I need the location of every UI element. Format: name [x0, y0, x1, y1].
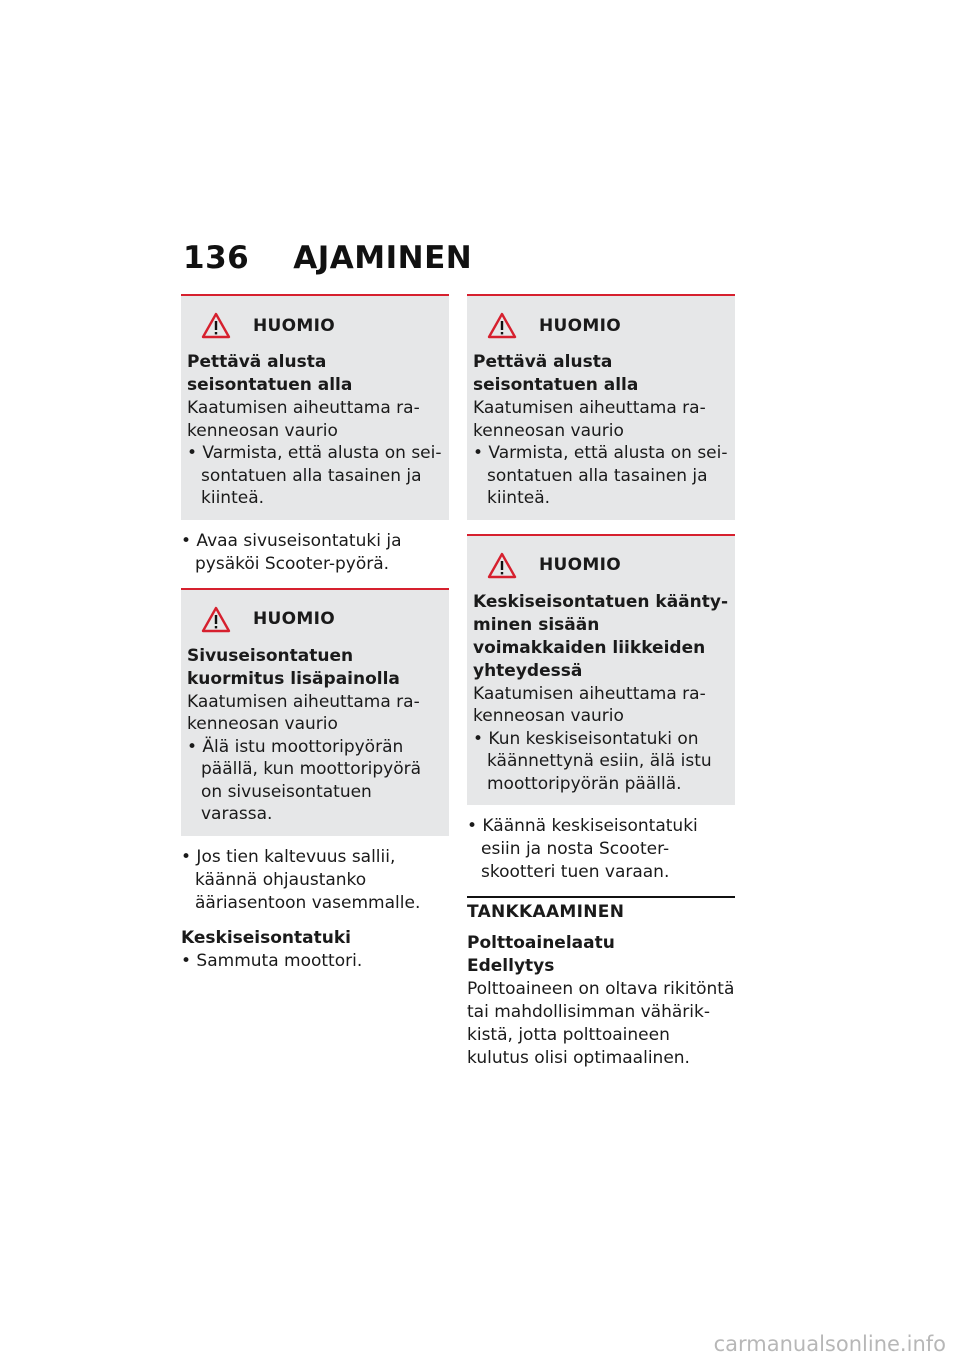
step-item: • Käännä keskiseisontatuki esiin ja nosta Scooter-skootteri tuen varaan.	[467, 816, 698, 882]
notice-box	[181, 588, 449, 836]
notice-box	[467, 294, 735, 520]
subheading: Edellytys	[467, 956, 555, 976]
notice-body: Kaatumisen aiheuttama rakenneosan vaurio	[473, 683, 706, 726]
notice-box	[181, 294, 449, 520]
notice-label: HUOMIO	[539, 315, 621, 336]
notice-label: HUOMIO	[253, 609, 335, 629]
notice-title: Keskiseisontatuen kääntyminen sisään voimakkaiden liikkeiden yhteydessä	[473, 591, 729, 681]
step-item: • Sammuta moottori.	[181, 950, 363, 971]
notice-body: Kaatumisen aiheuttama rakenneosan vaurio	[187, 398, 420, 441]
notice-bullet: • Varmista, että alusta on seisontatuen alla tasainen ja kiinteä.	[473, 443, 728, 508]
notice-bullet: • Kun keskiseisontatuki on käännettynä esiin, älä istu moottoripyörän päällä.	[473, 728, 712, 794]
notice-body: Kaatumisen aiheuttama rakenneosan vaurio	[473, 398, 706, 441]
subheading: Keskiseisontatuki	[181, 927, 351, 948]
section-heading: TANKKAAMINEN	[467, 896, 735, 922]
subheading: Polttoainelaatu	[467, 933, 615, 953]
warning-icon	[487, 552, 517, 579]
notice-body: Kaatumisen aiheuttama rakenneosan vaurio	[187, 691, 420, 734]
right-column	[467, 294, 735, 1070]
chapter-title: AJAMINEN	[293, 240, 473, 276]
notice-label: HUOMIO	[539, 555, 621, 575]
left-column	[181, 294, 449, 985]
step-item: • Avaa sivuseisontatuki ja pysäköi Scooter-pyörä.	[181, 530, 402, 574]
step-item: • Jos tien kaltevuus sallii, käännä ohjaustanko ääriasentoon vasemmalle.	[181, 846, 421, 913]
warning-icon	[201, 312, 231, 339]
notice-bullet: • Varmista, että alusta on seisontatuen alla tasainen ja kiinteä.	[187, 443, 442, 508]
warning-icon	[201, 606, 231, 633]
notice-box	[467, 534, 735, 806]
notice-title: Sivuseisontatuen kuormitus lisäpainolla	[187, 645, 400, 689]
watermark: carmanualsonline.info	[713, 1332, 946, 1356]
warning-icon	[487, 312, 517, 339]
notice-label: HUOMIO	[253, 315, 335, 336]
notice-bullet: • Älä istu moottoripyörän päällä, kun moottoripyörä on sivuseisontatuen varassa.	[187, 736, 422, 824]
page-number: 136	[183, 240, 250, 276]
notice-title: Pettävä alusta seisontatuen alla	[473, 352, 639, 395]
notice-title: Pettävä alusta seisontatuen alla	[187, 352, 353, 395]
paragraph: Polttoaineen on oltava rikitöntä tai mahdollisimman vähärikkistä, jotta polttoaineen kulutus olisi optimaalinen.	[467, 979, 735, 1068]
page-header	[183, 240, 472, 276]
